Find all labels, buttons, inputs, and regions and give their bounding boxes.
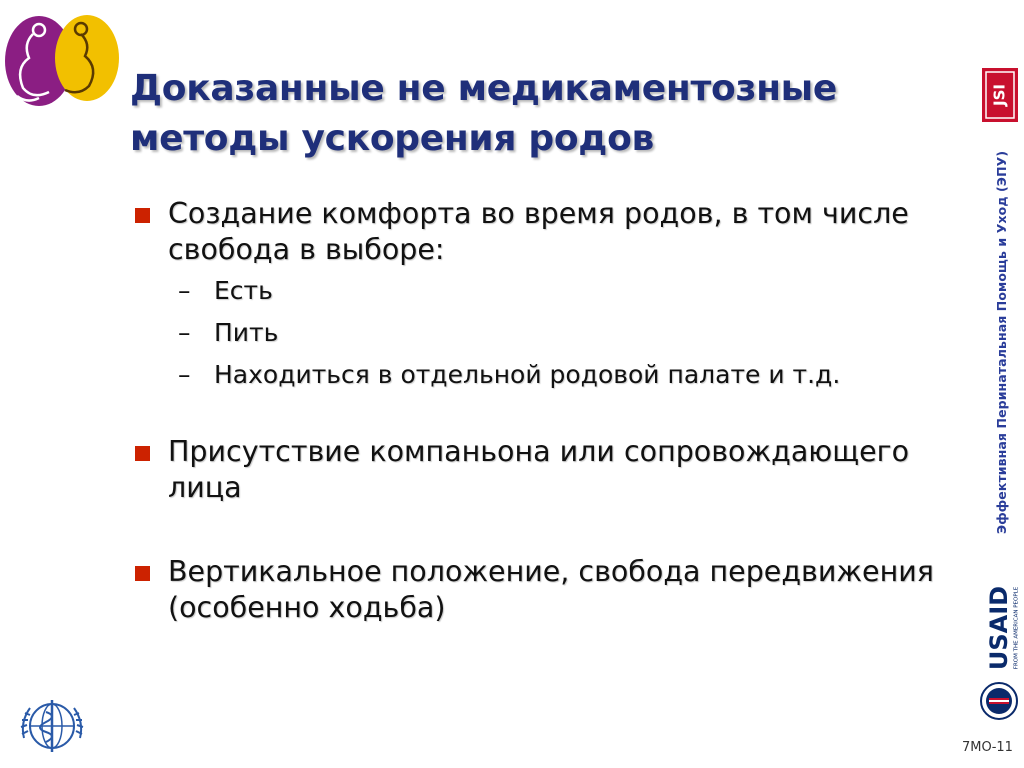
bullet-square-icon: [135, 446, 150, 461]
usaid-seal-icon: [980, 682, 1018, 720]
sub-item-text: Есть: [214, 276, 273, 305]
dash-icon: –: [178, 360, 191, 389]
bullet-text: Вертикальное положение, свобода передвижения (особенно ходьба): [168, 555, 934, 624]
side-caption: Эффективная Перинатальная Помощь и Уход (ЭПУ): [994, 150, 1009, 534]
bullet-square-icon: [135, 208, 150, 223]
jsi-logo-icon: [982, 68, 1018, 122]
dash-icon: –: [178, 276, 191, 305]
usaid-logo-icon: [978, 578, 1022, 678]
svg-text:JSI: JSI: [990, 84, 1009, 106]
sub-item-text: Пить: [214, 318, 279, 347]
slide-code: 7МО-11: [962, 740, 1013, 755]
bullet-list: [132, 196, 962, 626]
bullet-square-icon: [135, 566, 150, 581]
who-emblem-icon: [16, 694, 88, 760]
svg-text:FROM THE AMERICAN PEOPLE: FROM THE AMERICAN PEOPLE: [1013, 586, 1020, 670]
svg-text:USAID: USAID: [985, 585, 1013, 671]
sub-item-text: Находиться в отдельной родовой палате и т.д.: [214, 360, 841, 389]
bullet-item: [132, 554, 962, 626]
dash-icon: –: [178, 318, 191, 347]
bullet-item: [132, 434, 962, 506]
bullet-text: Создание комфорта во время родов, в том числе свобода в выборе:: [168, 197, 909, 266]
sub-item: [132, 356, 962, 394]
slide-title: Доказанные не медикаментозные методы ускорения родов: [130, 68, 838, 159]
bullet-item: [132, 196, 962, 268]
sub-item: [132, 314, 962, 352]
bullet-text: Присутствие компаньона или сопровождающего лица: [168, 435, 910, 504]
sub-item: [132, 272, 962, 310]
mother-child-logo-icon: [3, 14, 121, 108]
